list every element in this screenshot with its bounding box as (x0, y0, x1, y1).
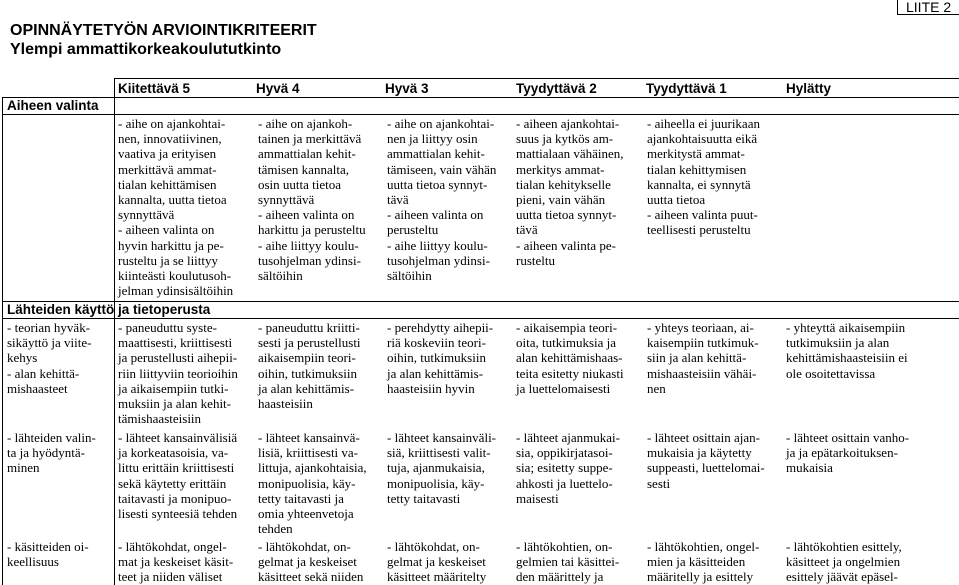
table-rule-left-edge (2, 97, 3, 585)
topic-cell-grade-5: - aihe on ajankohtai- nen, innovatiivinen, vaativa ja erityisen merkittävä ammat- tialan kehittämisen kannalta, uutta tietoa synnyttävä - aiheen valinta on hyvin harkittu ja pe- rusteltu ja se liittyy kiinteästi koulutusoh- jelman ydinsisältöihin (118, 116, 234, 299)
criterion-label-concepts: - käsitteiden oi- keellisuus (7, 539, 89, 570)
sources-cell-grade-5: - lähteet kansainvälisiä ja korkeatasoisia, va- littu erittäin kriittisesti sekä käytetty erittäin taitavasti ja monipuo- lisesti synteesiä tehden (118, 430, 238, 522)
section-heading-topic: Aiheen valinta (7, 98, 99, 113)
appendix-label: LIITE 2 (906, 0, 952, 15)
sources-cell-grade-3: - lähteet kansainväli- siä, kriittisesti valit- tuja, ajanmukaisia, monipuolisia, käy- tetty taitavasti (387, 430, 497, 506)
concepts-cell-grade-2: - lähtökohtien, on- gelmien tai käsittei- den määrittely ja (516, 539, 620, 585)
theory-cell-grade-4: - paneuduttu kriitti- sesti ja perustellusti aikaisempiin teori- oihin, tutkimuksiin ja alan kehittämis- haasteisiin (258, 320, 361, 412)
topic-cell-grade-2: - aiheen ajankohtai- suus ja kytkös am- mattialaan vähäinen, merkitys ammat- tialan kehitykselle pieni, vain vähän uutta tietoa synnyt- tävä - aiheen valinta pe- rusteltu (516, 116, 624, 268)
grade-header-5: Kiitettävä 5 (118, 81, 191, 96)
criterion-label-sources: - lähteiden valin- ta ja hyödyntä- minen (7, 430, 96, 476)
concepts-cell-grade-5: - lähtökohdat, ongel- mat ja keskeiset käsit- teet ja niiden väliset (118, 539, 234, 585)
table-rule-label-column (114, 78, 115, 585)
grade-header-fail: Hylätty (786, 81, 832, 96)
sources-cell-grade-2: - lähteet ajanmukai- sia, oppikirjatasoi- sia; esitetty suppe- ahkosti ja luettelo- maisesti (516, 430, 620, 506)
grade-header-4: Hyvä 4 (256, 81, 300, 96)
theory-cell-grade-1: - yhteys teoriaan, ai- kaisempiin tutkimuk- siin ja alan kehittä- mishaasteisiin vähäi- nen (647, 320, 759, 396)
sources-cell-grade-4: - lähteet kansainvä- lisiä, kriittisesti va- littuja, ajankohtaisia, monipuolisia, käy- tetty taitavasti ja omia yhteenvetoja tehden (258, 430, 367, 537)
table-rule-topic (2, 114, 959, 115)
concepts-cell-grade-1: - lähtökohtien, ongel- mien ja käsitteiden määritelly ja esittely (647, 539, 760, 585)
concepts-cell-grade-4: - lähtökohdat, on- gelmat ja keskeiset käsitteet sekä niiden (258, 539, 364, 585)
page-title: OPINNÄYTETYÖN ARVIOINTIKRITEERIT (10, 22, 317, 39)
page-subtitle: Ylempi ammattikorkeakoulututkinto (10, 41, 282, 58)
section-heading-sources: Lähteiden käyttö ja tietoperusta (7, 302, 211, 317)
table-rule-sources-heading (2, 301, 959, 302)
sources-cell-grade-fail: - lähteet osittain vanho- ja ja epätarkoituksen- mukaisia (786, 430, 910, 476)
theory-cell-grade-2: - aikaisempia teori- oita, tutkimuksia ja alan kehittämishaas- teita esitetty niukasti ja luettelomaisesti (516, 320, 624, 396)
appendix-tab-bottom-border (897, 14, 959, 15)
concepts-cell-grade-fail: - lähtökohtien esittely, käsitteet ja ongelmien esittely jäävät epäsel- (786, 539, 902, 585)
criterion-label-theory: - teorian hyväk- sikäyttö ja viite- kehys - alan kehittä- mishaasteet (7, 320, 92, 396)
topic-cell-grade-3: - aihe on ajankohtai- nen ja liittyy osin ammattialan kehit- tämiseen, vain vähän uutta tietoa synnyt- tävä - aiheen valinta on perusteltu - aihe liittyy koulu- tusohjelman ydinsi- sältöihin (387, 116, 497, 284)
theory-cell-grade-fail: - yhteyttä aikaisempiin tutkimuksiin ja alan kehittämishaasteisiin ei ole osoitettavissa (786, 320, 908, 381)
topic-cell-grade-4: - aihe on ajankoh- tainen ja merkittävä ammattialan kehit- tämisen kannalta, osin uutta tietoa synnyttävä - aiheen valinta on harkittu ja perusteltu - aihe liittyy koulu- tusohjelman ydinsi- sältöihin (258, 116, 366, 284)
table-rule-sources-top (2, 318, 959, 319)
grade-header-2: Tyydyttävä 2 (516, 81, 597, 96)
concepts-cell-grade-3: - lähtökohdat, on- gelmat ja keskeiset käsitteet määritelty (387, 539, 487, 585)
table-rule-header (2, 97, 959, 98)
table-rule-top (114, 78, 959, 79)
sources-cell-grade-1: - lähteet osittain ajan- mukaisia ja käytetty suppeasti, luettelomai- sesti (647, 430, 765, 491)
topic-cell-grade-1: - aiheella ei juurikaan ajankohtaisuutta eikä merkitystä ammat- tialan kehittymisen kannalta, ei synnytä uutta tietoa - aiheen valinta puut- teellisesti perusteltu (647, 116, 760, 238)
theory-cell-grade-3: - perehdytty aihepii- riä koskeviin teori- oihin, tutkimuksiin ja alan kehittämis- haasteisiin hyvin (387, 320, 494, 396)
grade-header-1: Tyydyttävä 1 (646, 81, 727, 96)
grade-header-3: Hyvä 3 (385, 81, 429, 96)
appendix-tab-left-border (897, 0, 898, 14)
theory-cell-grade-5: - paneuduttu syste- maattisesti, kriittisesti ja perustellusti aihepii- riin liittyviin teorioihin ja aikaisempiin tutki- muksiin ja alan kehit- tämishaasteisiin (118, 320, 238, 427)
